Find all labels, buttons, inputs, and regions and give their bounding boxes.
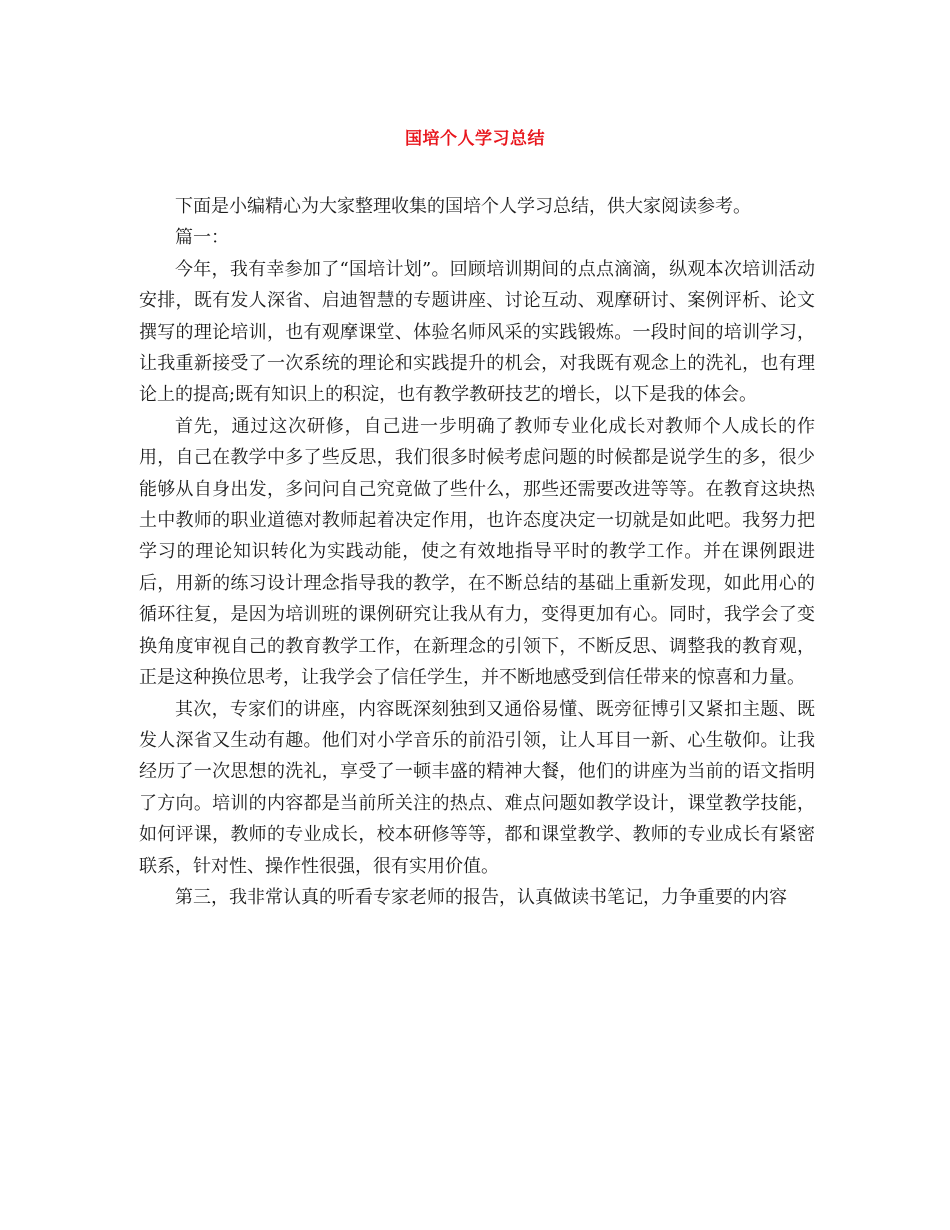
- paragraph: 第三，我非常认真的听看专家老师的报告，认真做读书笔记，力争重要的内容: [175, 886, 787, 908]
- paragraph-intro: 下面是小编精心为大家整理收集的国培个人学习总结，供大家阅读参考。: [175, 196, 751, 217]
- document-body: [139, 191, 815, 913]
- paragraph-section-heading: 篇一：: [175, 227, 229, 249]
- paragraph: 今年，我有幸参加了“国培计划”。回顾培训期间的点点滴滴，纵观本次培训活动安排，既有发人深省、启迪智慧的专题讲座、讨论互动、观摩研讨、案例评析、论文撰写的理论培训，也有观摩课堂、体验名师风采的实践锻炼。一段时间的培训学习，让我重新接受了一次系统的理论和实践提升的机会，对我既有观念上的洗礼，也有理论上的提高;既有知识上的积淀，也有教学教研技艺的增长，以下是我的体会。: [139, 258, 815, 406]
- paragraph: 其次，专家们的讲座，内容既深刻独到又通俗易懂、既旁征博引又紧扣主题、既发人深省又生动有趣。他们对小学音乐的前沿引领，让人耳目一新、心生敬仰。让我经历了一次思想的洗礼，享受了一顿丰盛的精神大餐，他们的讲座为当前的语文指明了方向。培训的内容都是当前所关注的热点、难点问题如教学设计，课堂教学技能，如何评课，教师的专业成长，校本研修等等，都和课堂教学、教师的专业成长有紧密联系，针对性、操作性很强，很有实用价值。: [139, 698, 815, 877]
- page-title: 国培个人学习总结: [405, 129, 545, 149]
- paragraph: 首先，通过这次研修，自己进一步明确了教师专业化成长对教师个人成长的作用，自己在教学中多了些反思，我们很多时候考虑问题的时候都是说学生的多，很少能够从自身出发，多问问自己究竟做了些什么，那些还需要改进等等。在教育这块热土中教师的职业道德对教师起着决定作用，也许态度决定一切就是如此吧。我努力把学习的理论知识转化为实践动能，使之有效地指导平时的教学工作。并在课例跟进后，用新的练习设计理念指导我的教学，在不断总结的基础上重新发现，如此用心的循环往复，是因为培训班的课例研究让我从有力，变得更加有心。同时，我学会了变换角度审视自己的教育教学工作，在新理念的引领下，不断反思、调整我的教育观，正是这种换位思考，让我学会了信任学生，并不断地感受到信任带来的惊喜和力量。: [139, 415, 815, 689]
